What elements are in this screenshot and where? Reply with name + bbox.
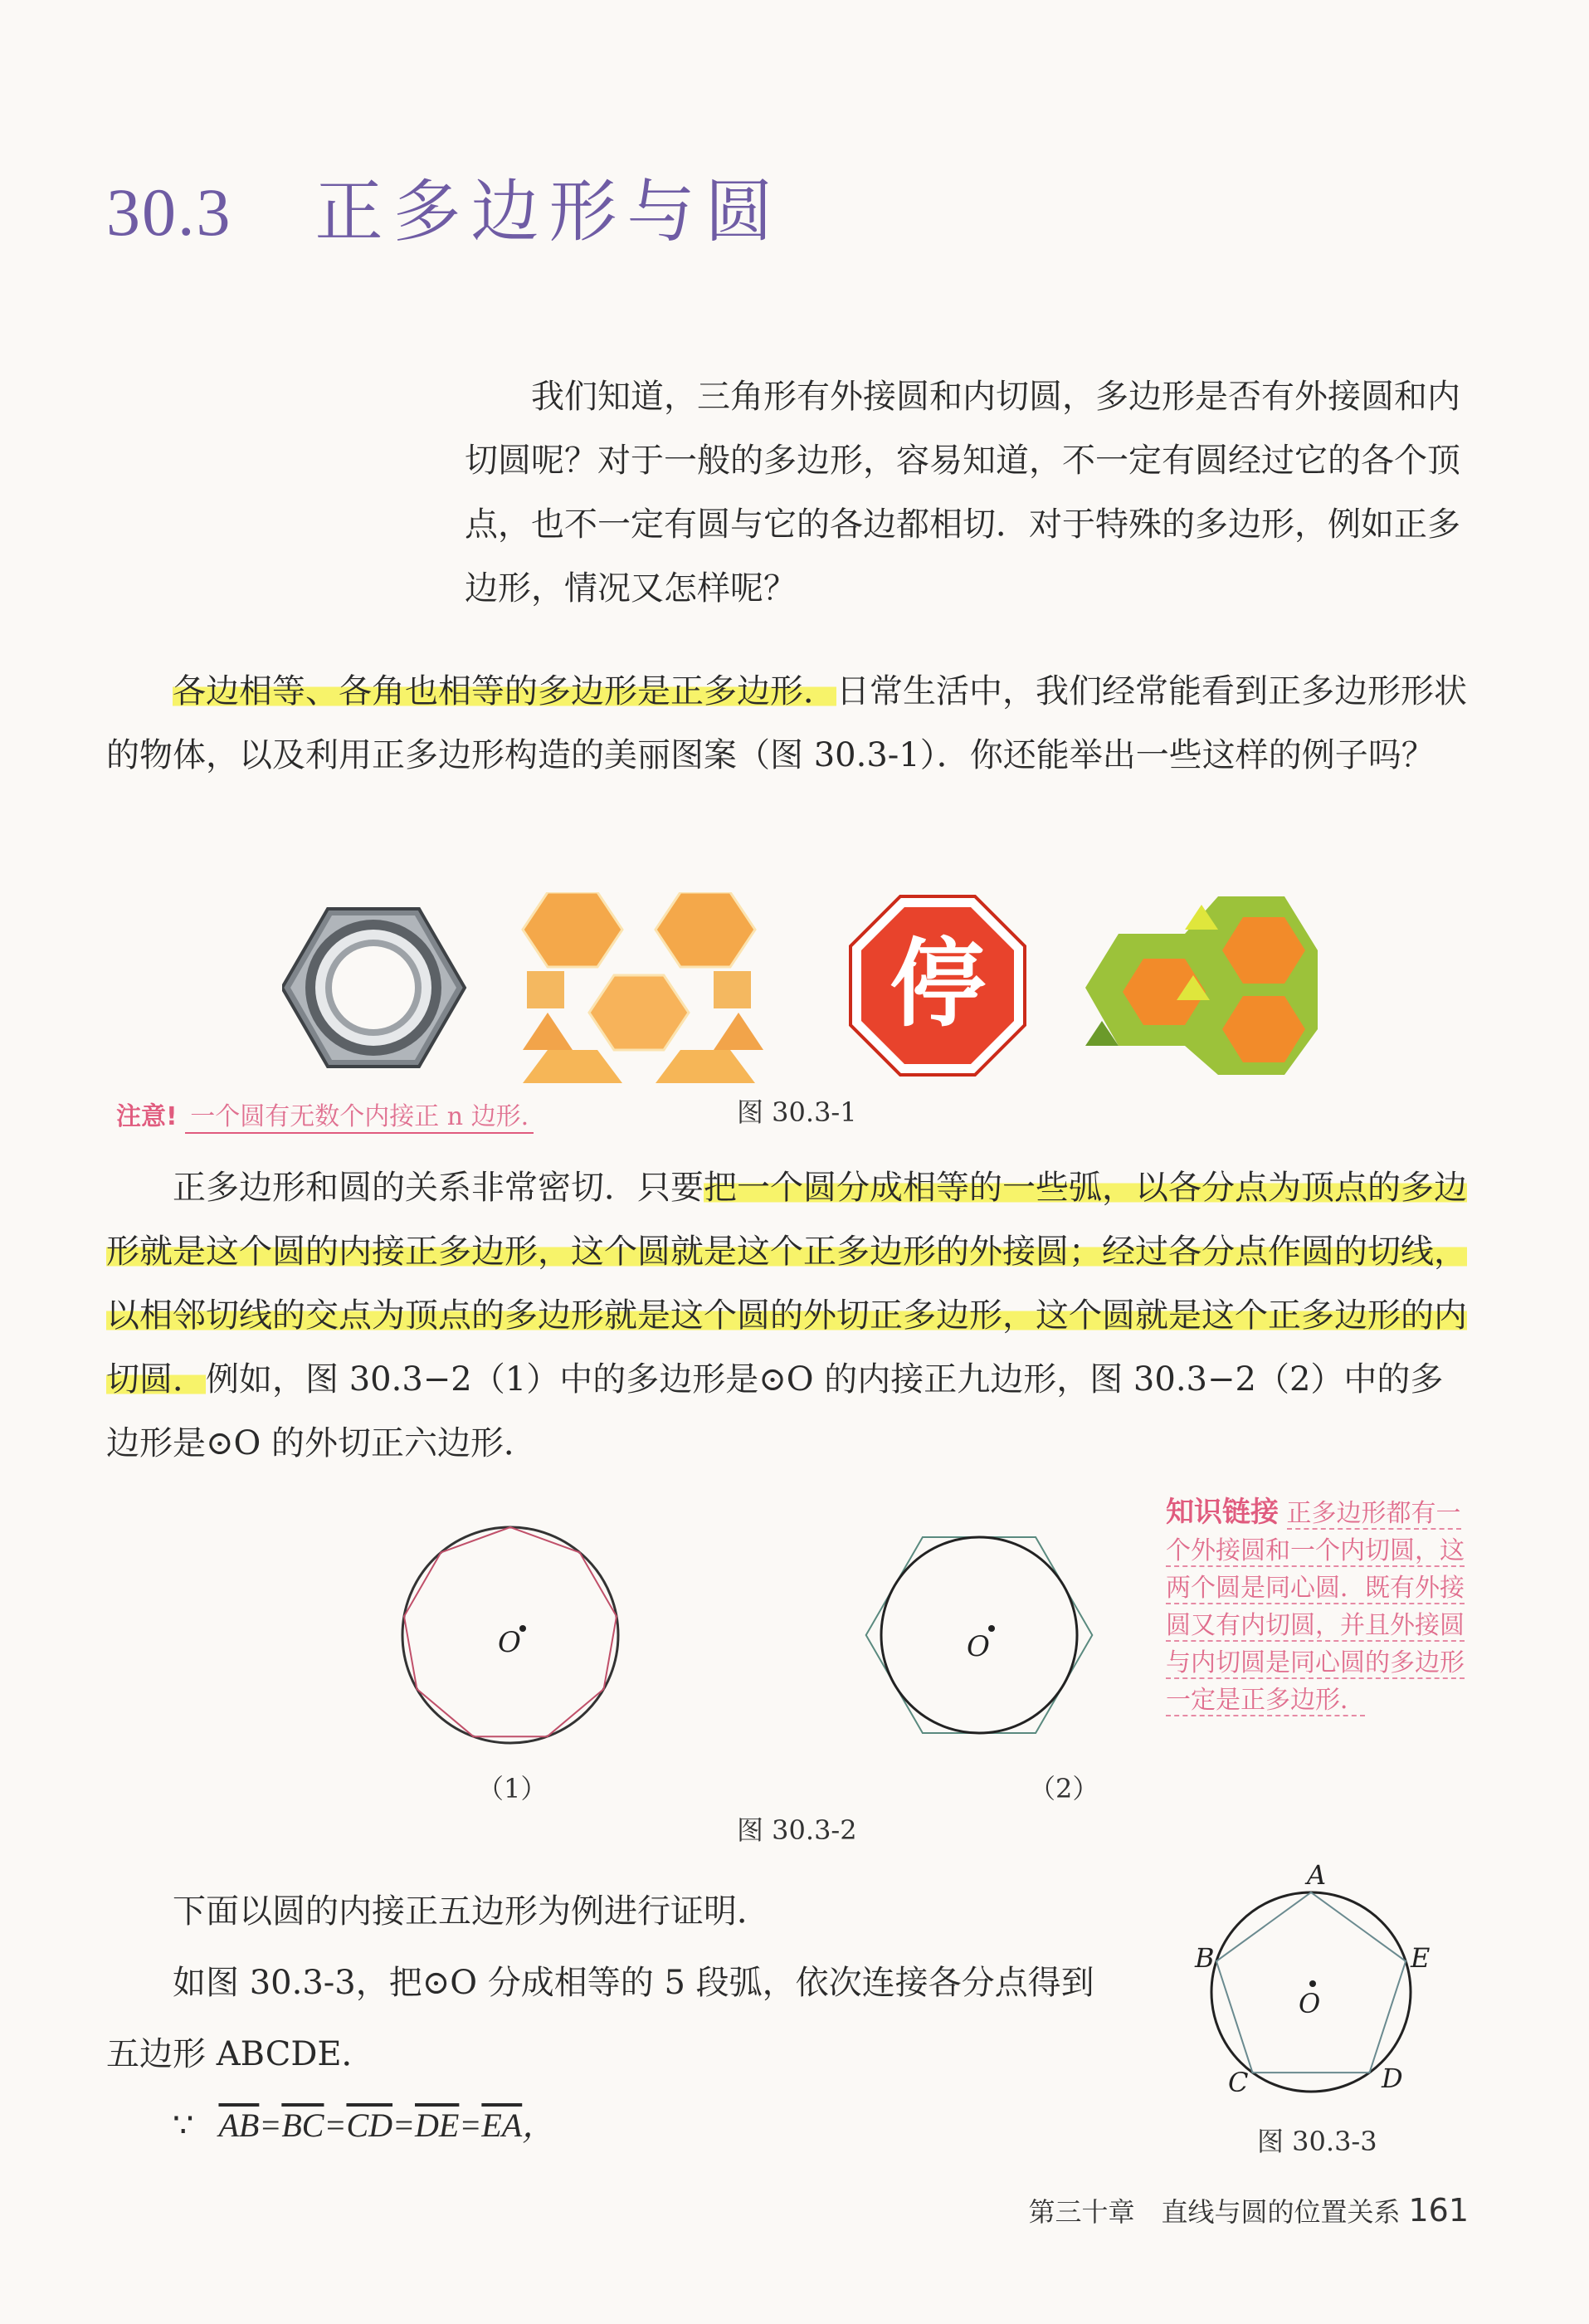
relation-paragraph bbox=[106, 1156, 1475, 1476]
because-symbol: ∵ bbox=[173, 2107, 194, 2144]
figure-30-3-2-sub1: （1） bbox=[477, 1773, 548, 1804]
note-text: 一个圆有无数个内接正 n 边形. bbox=[185, 1096, 534, 1134]
section-number: 30.3 bbox=[106, 174, 232, 250]
center-label-1: O bbox=[498, 1626, 521, 1659]
inscribed-nonagon-diagram bbox=[402, 1527, 618, 1743]
relation-post: 例如，图 30.3−2（1）中的多边形是⊙O 的内接正九边形，图 30.3−2（2）中的多边形是⊙O 的外切正六边形． bbox=[106, 1360, 1444, 1462]
intro-paragraph: 我们知道，三角形有外接圆和内切圆，多边形是否有外接圆和内切圆呢？对于一般的多边形，容易知道，不一定有圆经过它的各个顶点，也不一定有圆与它的各边都相切．对于特殊的多边形，例如正多边形，情况又怎样呢？ bbox=[465, 378, 1460, 608]
page-footer bbox=[1028, 2191, 1469, 2229]
circumscribed-hexagon-diagram bbox=[866, 1537, 1093, 1733]
arc-ab: $\overline{AB}$ bbox=[218, 2107, 260, 2144]
arc-cd: $\overline{CD}$ bbox=[346, 2107, 393, 2144]
figure-30-3-2-sub2: （2） bbox=[1029, 1773, 1099, 1804]
definition-paragraph bbox=[106, 660, 1475, 788]
vertex-b: B bbox=[1195, 1942, 1215, 1974]
figure-30-3-1-caption: 图 30.3-1 bbox=[737, 1096, 857, 1128]
green-orange-tiling-image bbox=[1085, 896, 1318, 1075]
knowledge-link-text: 正多边形都有一个外接圆和一个内切圆，这两个圆是同心圆．既有外接圆又有内切圆，并且外接圆与内切圆是同心圆的多边形一定是正多边形． bbox=[1166, 1499, 1465, 1715]
proof-line-1: 下面以圆的内接正五边形为例进行证明． bbox=[173, 1892, 770, 1931]
page-number: 161 bbox=[1408, 2192, 1469, 2229]
arc-equality: $\overline{AB}=\overline{BC}=\overline{CD}=\overline{DE}=\overline{EA}$， bbox=[218, 2107, 556, 2144]
figure-30-3-1 bbox=[282, 892, 1328, 1083]
note-box bbox=[116, 1096, 534, 1134]
vertex-e: E bbox=[1411, 1942, 1431, 1974]
knowledge-link-sidebar bbox=[1166, 1494, 1481, 1719]
stop-sign-glyph: 停 bbox=[890, 928, 986, 1040]
figure-30-3-2-caption: 图 30.3-2 bbox=[737, 1814, 857, 1846]
vertex-d: D bbox=[1382, 2063, 1403, 2094]
vertex-c: C bbox=[1228, 2067, 1249, 2098]
definition-highlight: 各边相等、各角也相等的多边形是正多边形． bbox=[173, 672, 836, 710]
vertex-a: A bbox=[1307, 1859, 1327, 1891]
section-heading bbox=[106, 158, 783, 255]
center-label-2: O bbox=[967, 1630, 990, 1663]
proof-line-3 bbox=[106, 2090, 1127, 2161]
hex-nut-image bbox=[282, 909, 465, 1067]
figure-30-3-3 bbox=[1187, 1859, 1435, 2125]
knowledge-link-label: 知识链接 bbox=[1166, 1496, 1279, 1529]
figure-30-3-2 bbox=[398, 1511, 1228, 1776]
center-label-3: O bbox=[1299, 1988, 1321, 2019]
note-label: 注意! bbox=[116, 1102, 178, 1131]
stop-sign-image bbox=[851, 896, 1025, 1075]
hexagon-triangle-pattern-image bbox=[523, 892, 763, 1083]
relation-highlight: 把一个圆分成相等的一些弧，以各分点为顶点的多边形就是这个圆的内接正多边形，这个圆就是这个正多边形的外接圆；经过各分点作圆的切线，以相邻切线的交点为顶点的多边形就是这个圆的外切正多边形，这个圆就是这个正多边形的内切圆． bbox=[106, 1169, 1467, 1399]
chapter-title: 第三十章 直线与圆的位置关系 bbox=[1028, 2196, 1401, 2228]
section-title: 正多边形与圆 bbox=[314, 173, 783, 251]
arc-bc: $\overline{BC}$ bbox=[281, 2107, 324, 2144]
definition-rest: 日常生活中，我们经常能看到正多边形形状的物体，以及利用正多边形构造的美丽图案（图 30.3-1）．你还能举出一些这样的例子吗？ bbox=[106, 672, 1467, 774]
proof-intro bbox=[106, 1876, 1127, 2161]
relation-pre: 正多边形和圆的关系非常密切．只要 bbox=[173, 1169, 704, 1207]
proof-line-2: 如图 30.3-3，把⊙O 分成相等的 5 段弧，依次连接各分点得到五边形 ABCDE． bbox=[106, 1964, 1094, 2073]
figure-30-3-3-caption: 图 30.3-3 bbox=[1257, 2126, 1377, 2157]
arc-de: $\overline{DE}$ bbox=[415, 2107, 460, 2144]
arc-ea: $\overline{EA}$ bbox=[481, 2107, 523, 2144]
